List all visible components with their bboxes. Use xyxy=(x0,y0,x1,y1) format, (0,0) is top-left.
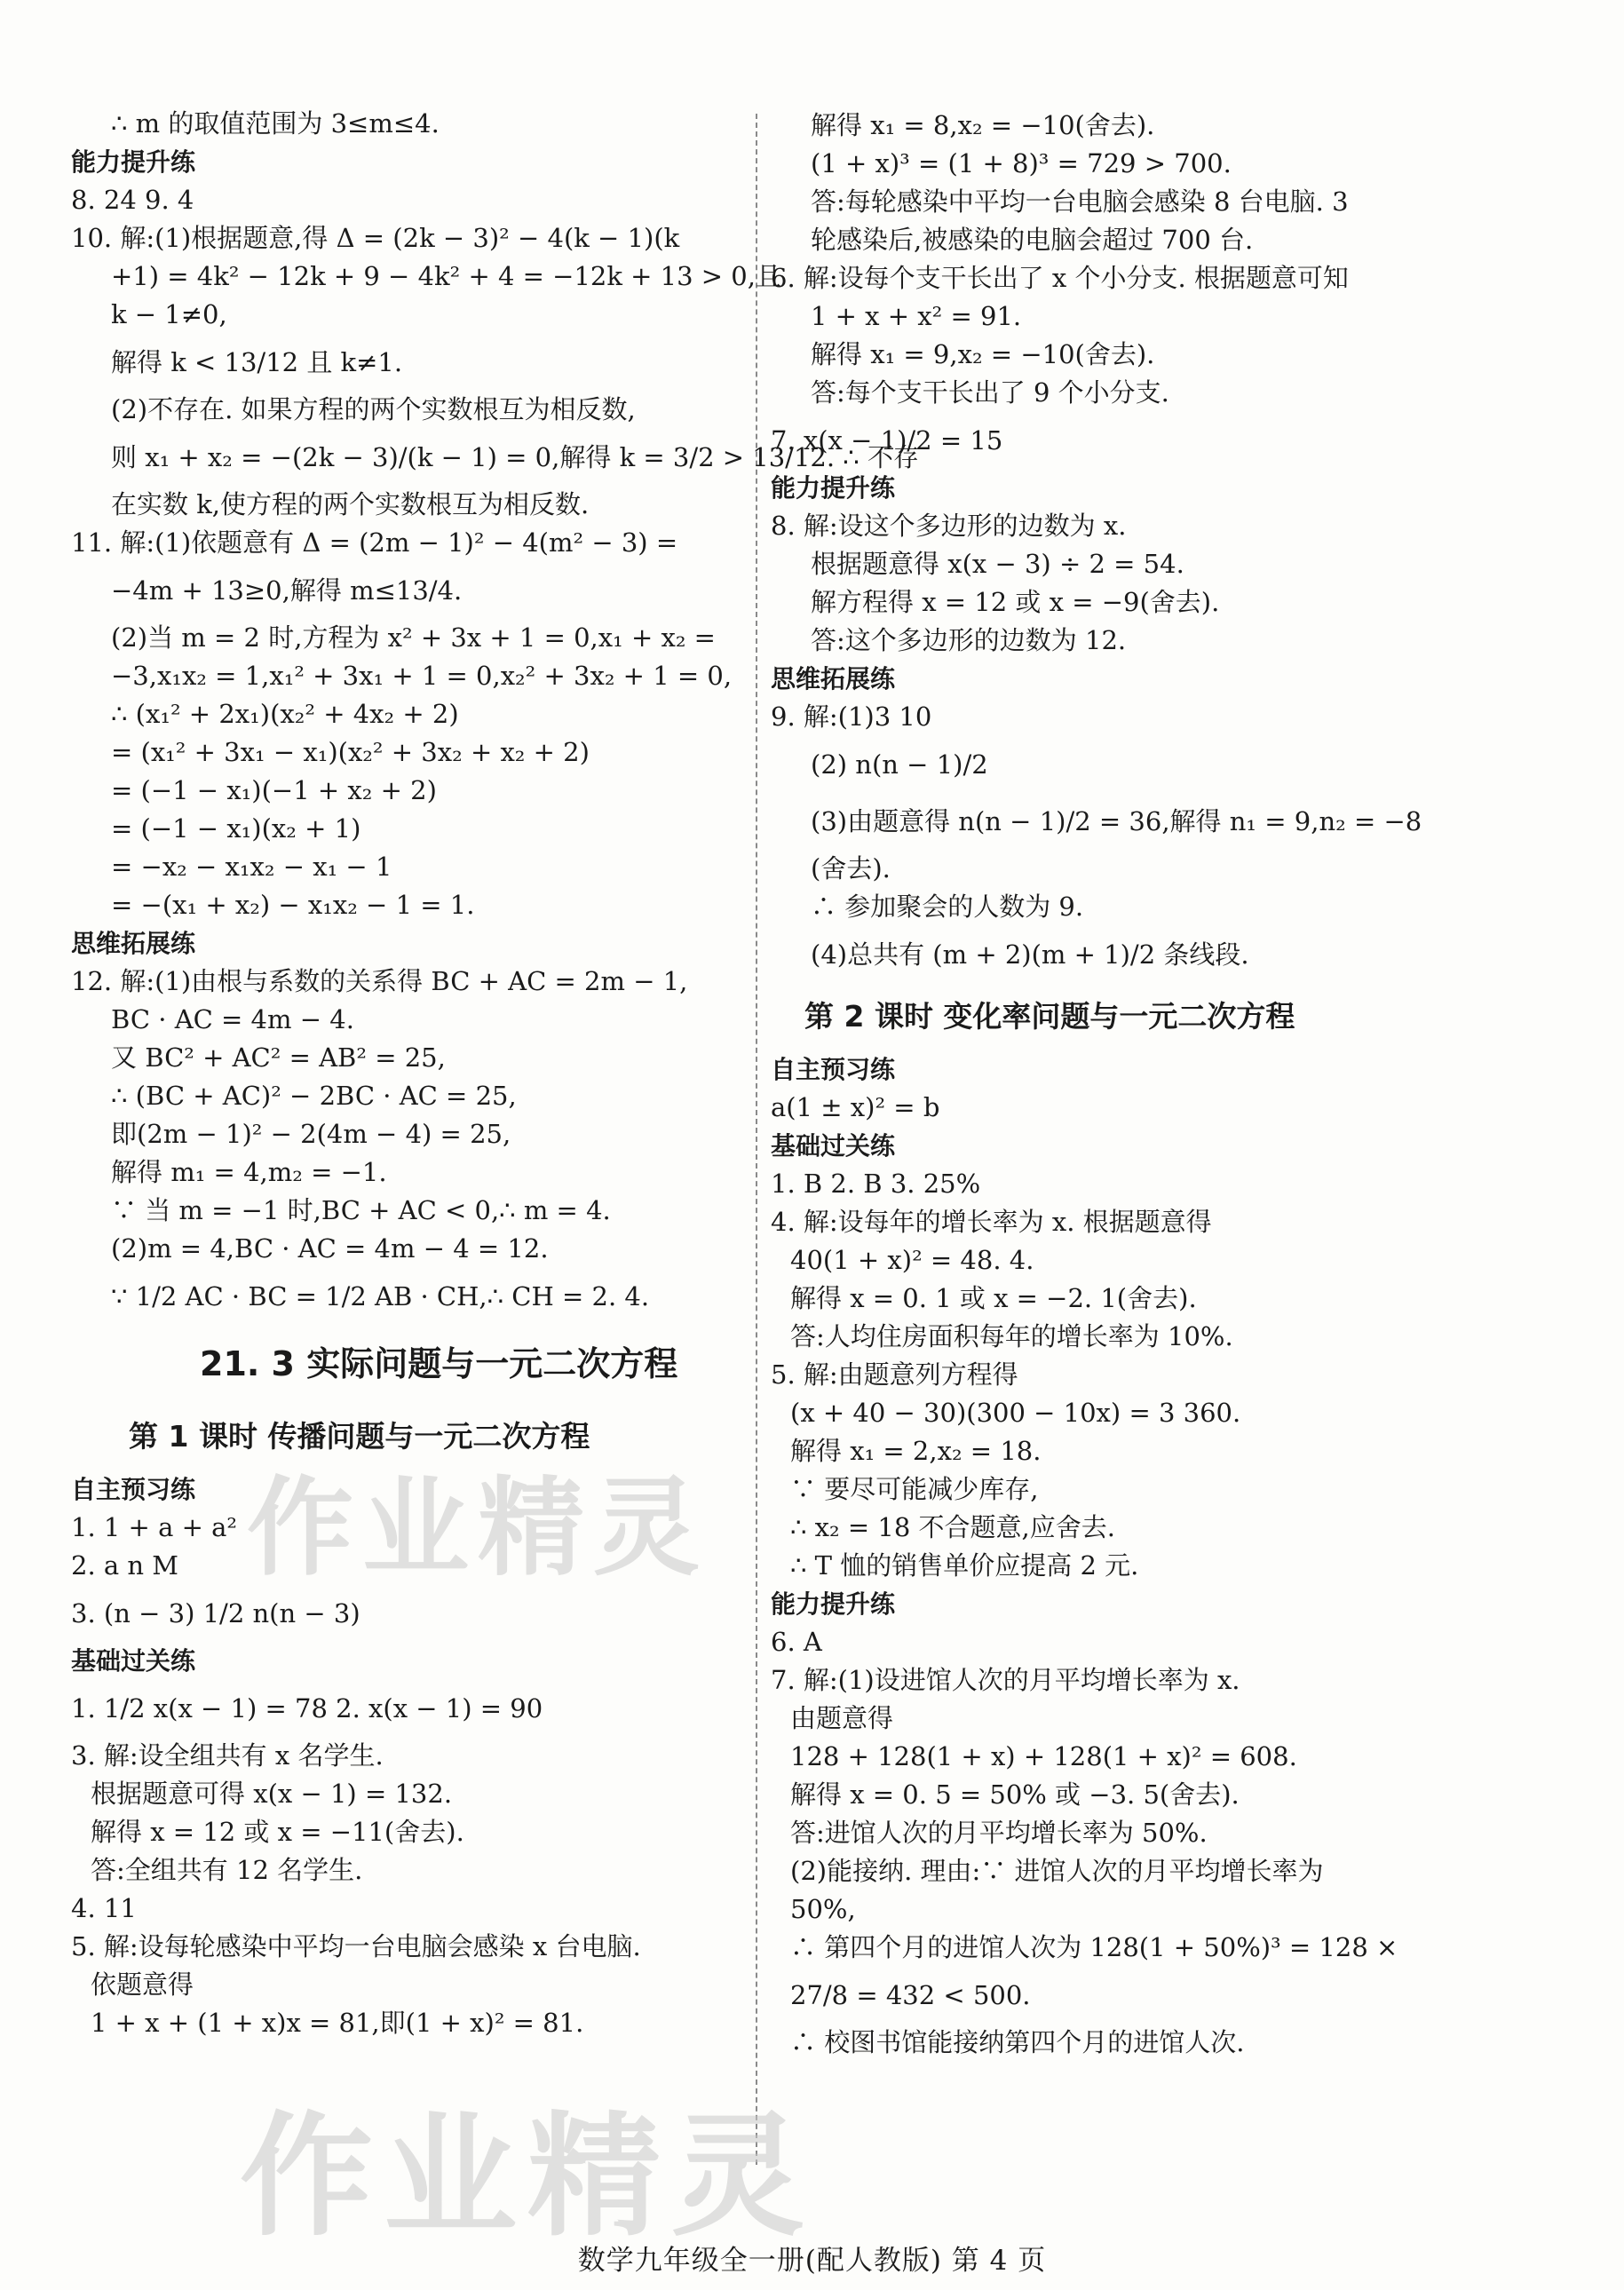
text-line: 根据题意可得 x(x − 1) = 132. xyxy=(91,1779,453,1809)
chapter-title: 21. 3 实际问题与一元二次方程 xyxy=(200,1344,678,1383)
text-line: 解得 x = 12 或 x = −11(舍去). xyxy=(91,1817,464,1847)
text-line: 根据题意得 x(x − 3) ÷ 2 = 54. xyxy=(811,549,1184,579)
text-line: (2)当 m = 2 时,方程为 x² + 3x + 1 = 0,x₁ + x₂ = xyxy=(111,622,716,653)
text-line: 6. 解:设每个支干长出了 x 个小分支. 根据题意可知 xyxy=(771,263,1349,293)
text-line: 答:全组共有 12 名学生. xyxy=(91,1855,363,1885)
text-line: (3)由题意得 n(n − 1)/2 = 36,解得 n₁ = 9,n₂ = −8 xyxy=(811,806,1422,836)
text-line: (x + 40 − 30)(300 − 10x) = 3 360. xyxy=(790,1398,1241,1428)
text-line: ∴ T 恤的销售单价应提高 2 元. xyxy=(790,1550,1139,1581)
text-line: 128 + 128(1 + x) + 128(1 + x)² = 608. xyxy=(790,1741,1297,1771)
text-line: 由题意得 xyxy=(790,1703,894,1733)
text-line: 解得 x₁ = 2,x₂ = 18. xyxy=(790,1436,1042,1466)
text-line: ∴ (x₁² + 2x₁)(x₂² + 4x₂ + 2) xyxy=(111,699,459,729)
text-line: 1 + x + (1 + x)x = 81,即(1 + x)² = 81. xyxy=(91,2008,584,2038)
text-line: a(1 ± x)² = b xyxy=(771,1092,940,1122)
text-line: ∴ 参加聚会的人数为 9. xyxy=(811,891,1084,922)
text-line: = (−1 − x₁)(x₂ + 1) xyxy=(111,813,361,844)
text-line: ∴ x₂ = 18 不合题意,应舍去. xyxy=(790,1512,1115,1542)
text-line: 答:这个多边形的边数为 12. xyxy=(811,625,1127,655)
text-line: 9. 解:(1)3 10 xyxy=(771,701,932,732)
text-line: = −x₂ − x₁x₂ − x₁ − 1 xyxy=(111,852,392,882)
section-heading: 自主预习练 xyxy=(71,1475,196,1504)
text-line: ∵ 要尽可能减少库存, xyxy=(790,1474,1039,1504)
section-heading: 自主预习练 xyxy=(771,1055,896,1084)
text-line: 1. 1 + a + a² xyxy=(71,1512,238,1542)
column-divider xyxy=(756,114,757,2165)
text-line: 1. 1/2 x(x − 1) = 78 2. x(x − 1) = 90 xyxy=(71,1693,543,1723)
text-line: 答:进馆人次的月平均增长率为 50%. xyxy=(790,1818,1208,1848)
text-line: 则 x₁ + x₂ = −(2k − 3)/(k − 1) = 0,解得 k = 3/2 > 13/12. ∴ 不存 xyxy=(111,442,919,472)
text-line: 7. x(x − 1)/2 = 15 xyxy=(771,425,1003,456)
watermark: 作业精灵 xyxy=(240,2100,816,2254)
text-line: 即(2m − 1)² − 2(4m − 4) = 25, xyxy=(111,1119,511,1149)
text-line: k − 1≠0, xyxy=(111,299,227,329)
text-line: (2)不存在. 如果方程的两个实数根互为相反数, xyxy=(111,394,636,424)
text-line: 12. 解:(1)由根与系数的关系得 BC + AC = 2m − 1, xyxy=(71,966,688,996)
text-line: 解得 k < 13/12 且 k≠1. xyxy=(111,347,403,377)
text-line: 6. A xyxy=(771,1627,822,1657)
text-line: (1 + x)³ = (1 + 8)³ = 729 > 700. xyxy=(811,148,1232,178)
text-line: 8. 24 9. 4 xyxy=(71,185,194,215)
text-line: (2)m = 4,BC · AC = 4m − 4 = 12. xyxy=(111,1233,549,1264)
text-line: 答:每个支干长出了 9 个小分支. xyxy=(811,377,1169,408)
text-line: −3,x₁x₂ = 1,x₁² + 3x₁ + 1 = 0,x₂² + 3x₂ + 1 = 0, xyxy=(111,661,733,691)
text-line: ∵ 1/2 AC · BC = 1/2 AB · CH,∴ CH = 2. 4. xyxy=(111,1281,650,1311)
text-line: (舍去). xyxy=(811,853,891,884)
text-line: (2)能接纳. 理由:∵ 进馆人次的月平均增长率为 xyxy=(790,1856,1324,1886)
right-column xyxy=(771,107,1481,2062)
text-line: 5. 解:设每轮感染中平均一台电脑会感染 x 台电脑. xyxy=(71,1931,641,1961)
text-line: −4m + 13≥0,解得 m≤13/4. xyxy=(111,575,463,606)
text-line: 解得 x₁ = 8,x₂ = −10(舍去). xyxy=(811,110,1155,140)
text-line: ∵ 当 m = −1 时,BC + AC < 0,∴ m = 4. xyxy=(111,1195,611,1225)
text-line: = (−1 − x₁)(−1 + x₂ + 2) xyxy=(111,775,437,805)
text-line: = −(x₁ + x₂) − x₁x₂ − 1 = 1. xyxy=(111,890,475,920)
lesson-title: 第 1 课时 传播问题与一元二次方程 xyxy=(129,1419,590,1454)
text-line: 又 BC² + AC² = AB² = 25, xyxy=(111,1042,446,1073)
text-line: ∴ m 的取值范围为 3≤m≤4. xyxy=(111,108,440,139)
text-line: 依题意得 xyxy=(91,1969,194,2000)
text-line: 解方程得 x = 12 或 x = −9(舍去). xyxy=(811,587,1220,617)
section-heading: 能力提升练 xyxy=(771,473,896,503)
section-heading: 基础过关练 xyxy=(771,1131,896,1161)
text-line: 解得 x₁ = 9,x₂ = −10(舍去). xyxy=(811,339,1155,369)
text-line: 轮感染后,被感染的电脑会超过 700 台. xyxy=(811,225,1254,255)
section-heading: 能力提升练 xyxy=(71,147,196,177)
text-line: ∴ 校图书馆能接纳第四个月的进馆人次. xyxy=(790,2027,1245,2057)
section-heading: 能力提升练 xyxy=(771,1589,896,1619)
section-heading: 基础过关练 xyxy=(71,1646,196,1676)
page-footer: 数学九年级全一册(配人教版) 第 4 页 xyxy=(577,2245,1047,2277)
text-line: 2. a n M xyxy=(71,1550,178,1581)
text-line: 10. 解:(1)根据题意,得 Δ = (2k − 3)² − 4(k − 1)(k xyxy=(71,223,680,253)
text-line: (4)总共有 (m + 2)(m + 1)/2 条线段. xyxy=(811,939,1249,970)
section-heading: 思维拓展练 xyxy=(71,929,196,958)
text-line: 解得 m₁ = 4,m₂ = −1. xyxy=(111,1157,387,1187)
text-line: 解得 x = 0. 1 或 x = −2. 1(舍去). xyxy=(790,1283,1197,1313)
section-heading: 思维拓展练 xyxy=(771,664,896,693)
text-line: 8. 解:设这个多边形的边数为 x. xyxy=(771,511,1127,541)
watermark: 作业精灵 xyxy=(247,1467,709,1590)
text-line: 3. 解:设全组共有 x 名学生. xyxy=(71,1740,384,1771)
text-line: 27/8 = 432 < 500. xyxy=(790,1980,1031,2010)
text-line: 1. B 2. B 3. 25% xyxy=(771,1169,981,1199)
lesson-title: 第 2 课时 变化率问题与一元二次方程 xyxy=(804,999,1295,1034)
text-line: 答:人均住房面积每年的增长率为 10%. xyxy=(790,1321,1233,1351)
text-line: (2) n(n − 1)/2 xyxy=(811,749,988,780)
text-line: 40(1 + x)² = 48. 4. xyxy=(790,1245,1034,1275)
text-line: 答:每轮感染中平均一台电脑会感染 8 台电脑. 3 xyxy=(811,186,1349,217)
text-line: 1 + x + x² = 91. xyxy=(811,301,1022,331)
text-line: 4. 11 xyxy=(71,1893,137,1923)
text-line: 在实数 k,使方程的两个实数根互为相反数. xyxy=(111,489,590,519)
text-line: 7. 解:(1)设进馆人次的月平均增长率为 x. xyxy=(771,1665,1240,1695)
text-line: 50%, xyxy=(790,1894,856,1924)
text-line: 4. 解:设每年的增长率为 x. 根据题意得 xyxy=(771,1207,1212,1237)
text-line: 解得 x = 0. 5 = 50% 或 −3. 5(舍去). xyxy=(790,1779,1240,1810)
text-line: ∴ (BC + AC)² − 2BC · AC = 25, xyxy=(111,1081,517,1111)
text-line: 3. (n − 3) 1/2 n(n − 3) xyxy=(71,1598,360,1628)
text-line: ∴ 第四个月的进馆人次为 128(1 + 50%)³ = 128 × xyxy=(790,1932,1398,1962)
text-line: +1) = 4k² − 12k + 9 − 4k² + 4 = −12k + 13 > 0,且 xyxy=(111,261,781,291)
text-line: BC · AC = 4m − 4. xyxy=(111,1004,354,1034)
text-line: 11. 解:(1)依题意有 Δ = (2m − 1)² − 4(m² − 3) = xyxy=(71,527,678,558)
text-line: = (x₁² + 3x₁ − x₁)(x₂² + 3x₂ + x₂ + 2) xyxy=(111,737,590,767)
text-line: 5. 解:由题意列方程得 xyxy=(771,1359,1018,1390)
